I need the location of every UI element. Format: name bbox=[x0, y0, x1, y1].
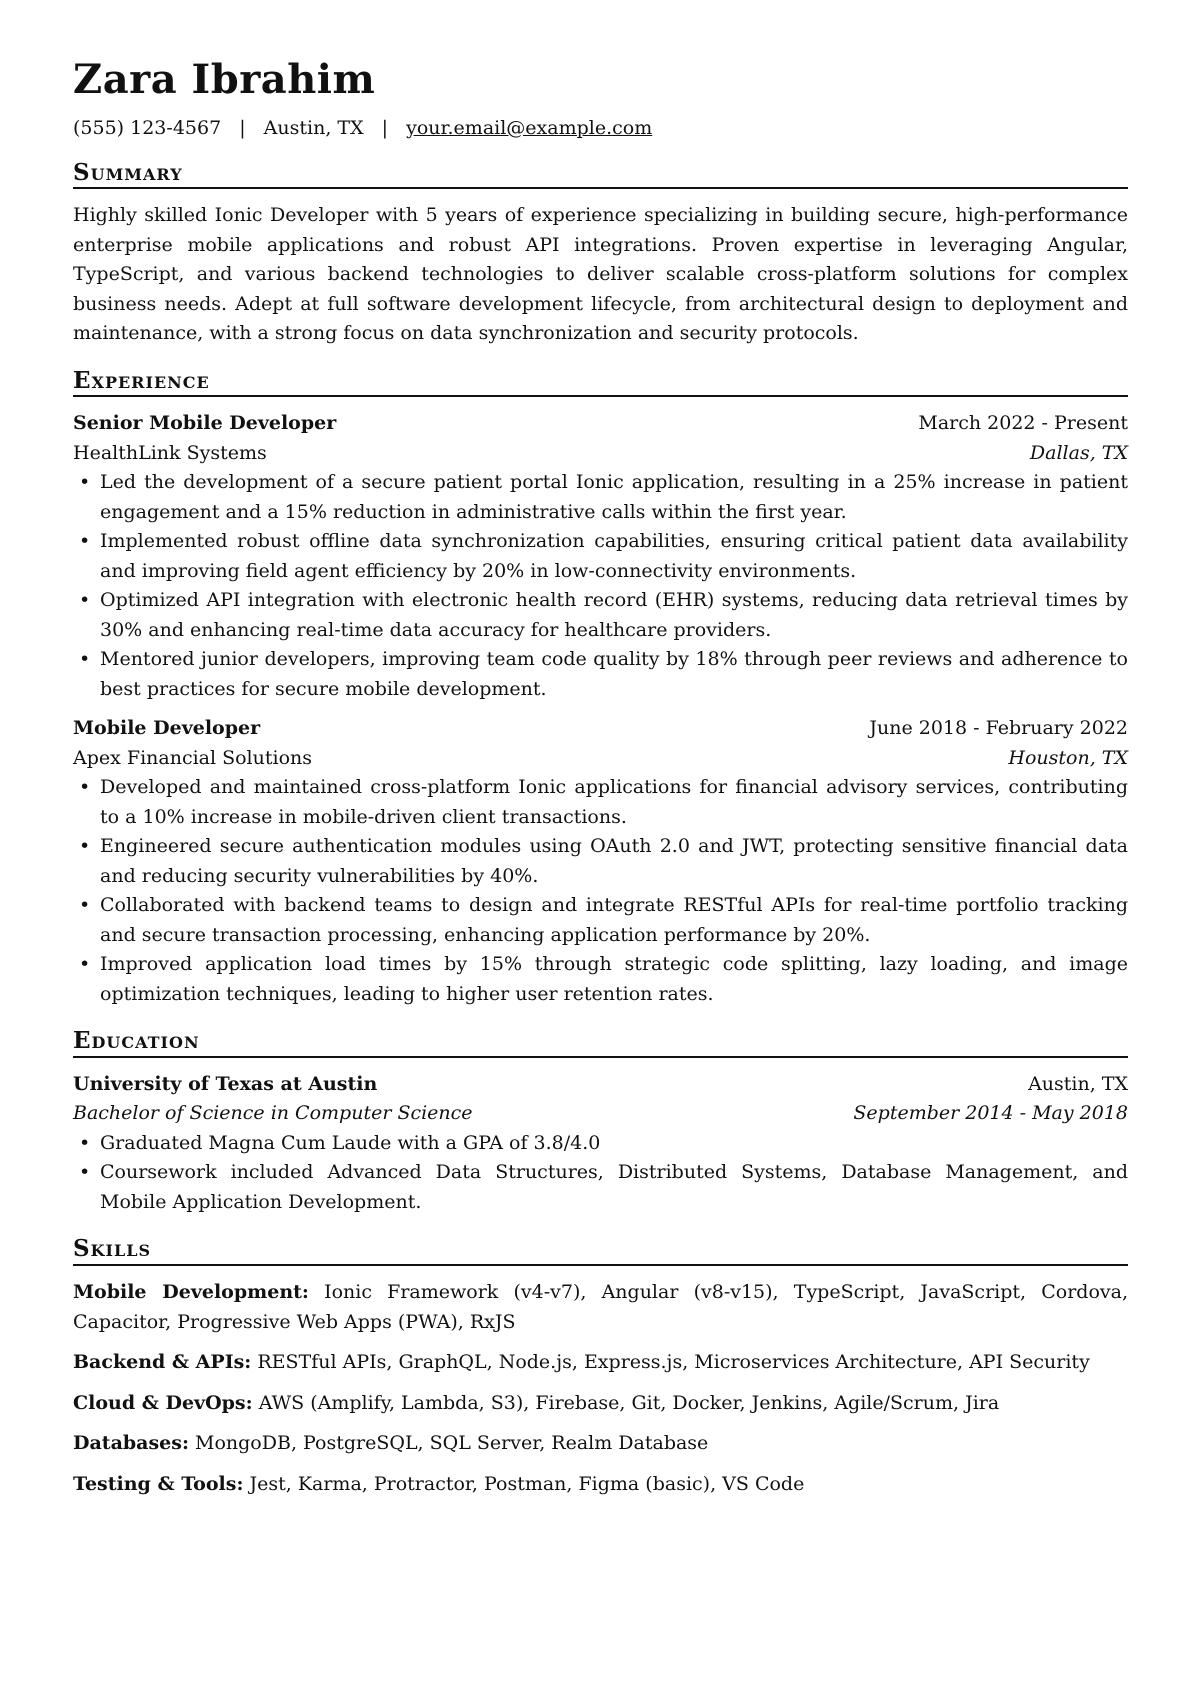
contact-line bbox=[73, 116, 1128, 141]
skill-label: Mobile Development: bbox=[73, 1281, 309, 1304]
contact-separator: | bbox=[381, 117, 389, 139]
job-subheader bbox=[73, 439, 1128, 469]
job-dates: June 2018 - February 2022 bbox=[869, 717, 1128, 740]
skill-value: Jest, Karma, Protractor, Postman, Figma (basic), VS Code bbox=[249, 1472, 805, 1495]
phone-number: (555) 123-4567 bbox=[73, 117, 222, 139]
job-location: Houston, TX bbox=[1008, 746, 1128, 769]
list-item: • Developed and maintained cross-platform Ionic applications for financial advisory services, contributing to a 10% increase in mobile-driven client transactions. bbox=[73, 773, 1128, 832]
experience-section bbox=[73, 367, 1128, 1010]
location: Austin, TX bbox=[263, 117, 364, 139]
email-link[interactable]: your.email@example.com bbox=[406, 117, 653, 139]
candidate-name: Zara Ibrahim bbox=[73, 56, 376, 103]
section-title-summary: Summary bbox=[73, 159, 1128, 190]
list-item: • Collaborated with backend teams to design and integrate RESTful APIs for real-time portfolio tracking and secure transaction processing, enhancing application performance by 20%. bbox=[73, 891, 1128, 950]
job-bullets bbox=[73, 468, 1128, 704]
education-dates: September 2014 - May 2018 bbox=[853, 1102, 1128, 1125]
list-item: • Optimized API integration with electronic health record (EHR) systems, reducing data retrieval times by 30% and enhancing real-time data accuracy for healthcare providers. bbox=[73, 586, 1128, 645]
job-role: Senior Mobile Developer bbox=[73, 412, 337, 435]
education-header bbox=[73, 1070, 1128, 1100]
job-bullets bbox=[73, 773, 1128, 1009]
job-header bbox=[73, 714, 1128, 744]
skill-value: Ionic Framework (v4-v7), Angular (v8-v15), TypeScript, JavaScript, Cordova, Capacitor, Progressive Web Apps (PWA), RxJS bbox=[73, 1281, 1128, 1333]
education-subheader bbox=[73, 1099, 1128, 1129]
skill-value: AWS (Amplify, Lambda, S3), Firebase, Git, Docker, Jenkins, Agile/Scrum, Jira bbox=[258, 1391, 1000, 1414]
skill-line bbox=[73, 1470, 1128, 1500]
section-title-experience: Experience bbox=[73, 367, 1128, 398]
skill-line bbox=[73, 1278, 1128, 1337]
job-role: Mobile Developer bbox=[73, 717, 261, 740]
skill-value: RESTful APIs, GraphQL, Node.js, Express.js, Microservices Architecture, API Security bbox=[257, 1351, 1090, 1374]
skill-label: Databases: bbox=[73, 1432, 189, 1455]
list-item: • Led the development of a secure patient portal Ionic application, resulting in a 25% increase in patient engagement and a 15% reduction in administrative calls within the first year. bbox=[73, 468, 1128, 527]
skill-line bbox=[73, 1348, 1128, 1378]
job-subheader bbox=[73, 744, 1128, 774]
list-item: • Improved application load times by 15% through strategic code splitting, lazy loading, and image optimization techniques, leading to higher user retention rates. bbox=[73, 950, 1128, 1009]
job-location: Dallas, TX bbox=[1029, 441, 1128, 464]
list-item: • Coursework included Advanced Data Structures, Distributed Systems, Database Management, and Mobile Application Development. bbox=[73, 1158, 1128, 1217]
job-company: Apex Financial Solutions bbox=[73, 746, 313, 769]
degree-name: Bachelor of Science in Computer Science bbox=[73, 1102, 473, 1125]
list-item: • Engineered secure authentication modules using OAuth 2.0 and JWT, protecting sensitive financial data and reducing security vulnerabilities by 40%. bbox=[73, 832, 1128, 891]
skill-label: Testing & Tools: bbox=[73, 1472, 244, 1495]
skills-section bbox=[73, 1235, 1128, 1499]
skill-value: MongoDB, PostgreSQL, SQL Server, Realm Database bbox=[195, 1432, 709, 1455]
contact-separator: | bbox=[239, 117, 246, 139]
summary-section bbox=[73, 159, 1128, 349]
skill-line bbox=[73, 1389, 1128, 1419]
summary-text: Highly skilled Ionic Developer with 5 years of experience specializing in building secure, high-performance enterprise mobile applications and robust API integrations. Proven expertise in leveraging Angular, TypeScript, and various backend technologies to deliver scalable cross-platform solutions for complex business needs. Adept at full software development lifecycle, from architectural design to deployment and maintenance, with a strong focus on data synchronization and security protocols. bbox=[73, 204, 1128, 345]
job-entry bbox=[73, 714, 1128, 1009]
section-title-education: Education bbox=[73, 1027, 1128, 1058]
list-item: • Mentored junior developers, improving team code quality by 18% through peer reviews and adherence to best practices for secure mobile development. bbox=[73, 645, 1128, 704]
school-name: University of Texas at Austin bbox=[73, 1072, 378, 1095]
skill-label: Cloud & DevOps: bbox=[73, 1391, 253, 1414]
school-location: Austin, TX bbox=[1028, 1072, 1128, 1095]
job-header bbox=[73, 409, 1128, 439]
section-title-skills: Skills bbox=[73, 1235, 1128, 1266]
skill-label: Backend & APIs: bbox=[73, 1351, 252, 1374]
job-entry bbox=[73, 409, 1128, 704]
job-company: HealthLink Systems bbox=[73, 441, 267, 464]
education-section bbox=[73, 1027, 1128, 1217]
education-bullets bbox=[73, 1129, 1128, 1218]
list-item: • Implemented robust offline data synchronization capabilities, ensuring critical patient data availability and improving field agent efficiency by 20% in low-connectivity environments. bbox=[73, 527, 1128, 586]
education-entry bbox=[73, 1070, 1128, 1218]
skill-line bbox=[73, 1429, 1128, 1459]
list-item: • Graduated Magna Cum Laude with a GPA of 3.8/4.0 bbox=[73, 1129, 1128, 1159]
job-dates: March 2022 - Present bbox=[918, 412, 1128, 435]
resume-page bbox=[73, 58, 1128, 1510]
